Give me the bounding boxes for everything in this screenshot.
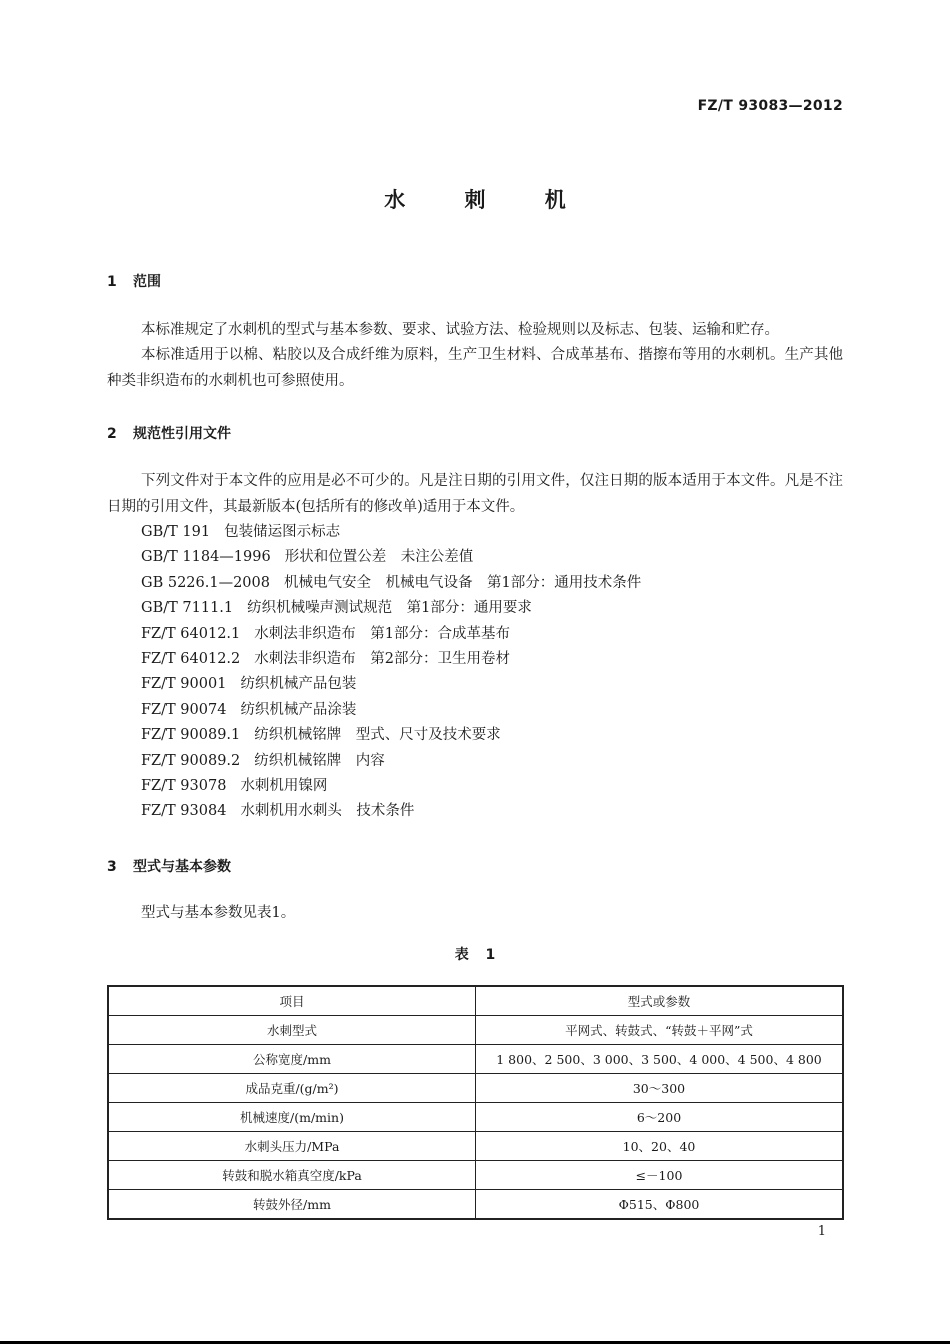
reference-code: GB/T 7111.1 — [141, 600, 234, 617]
reference-title: 形状和位置公差 未注公差值 — [284, 549, 474, 566]
section-number: 1 — [107, 274, 117, 290]
reference-title: 纺织机械噪声测试规范 第1部分：通用要求 — [247, 600, 532, 617]
table-header-row — [108, 986, 843, 1016]
scope-paragraph-1: 本标准规定了水刺机的型式与基本参数、要求、试验方法、检验规则以及标志、包装、运输和贮存。 — [141, 322, 779, 338]
table-cell: 平网式、转鼓式、“转鼓＋平网”式 — [476, 1016, 844, 1045]
table-cell: Φ515、Φ800 — [476, 1190, 844, 1220]
reference-title: 机械电气安全 机械电气设备 第1部分：通用技术条件 — [284, 574, 642, 591]
section-title: 型式与基本参数 — [133, 859, 231, 875]
page-number: 1 — [817, 1224, 826, 1239]
table-cell: 机械速度/(m/min) — [108, 1103, 476, 1132]
table-cell: 6～200 — [476, 1103, 844, 1132]
table-cell: 公称宽度/mm — [108, 1045, 476, 1074]
section-title: 范围 — [133, 274, 161, 290]
table-cell: 10、20、40 — [476, 1132, 844, 1161]
table-row — [108, 1132, 843, 1161]
table-cell: ≤－100 — [476, 1161, 844, 1190]
table-cell: 转鼓外径/mm — [108, 1190, 476, 1220]
reference-code: FZ/T 64012.1 — [141, 625, 241, 642]
reference-title: 水刺法非织造布 第1部分：合成革基布 — [254, 625, 510, 642]
reference-item — [141, 723, 641, 748]
reference-item — [141, 749, 641, 774]
table-cell: 30～300 — [476, 1074, 844, 1103]
table-cell: 成品克重/(g/m²) — [108, 1074, 476, 1103]
reference-code: FZ/T 93078 — [141, 777, 227, 794]
reference-code: FZ/T 64012.2 — [141, 650, 241, 667]
reference-item — [141, 647, 641, 672]
reference-code: FZ/T 90001 — [141, 676, 227, 693]
reference-item — [141, 698, 641, 723]
reference-code: GB/T 1184—1996 — [141, 549, 271, 566]
reference-code: FZ/T 90089.2 — [141, 752, 241, 769]
table-row — [108, 1045, 843, 1074]
table-header-cell: 项目 — [108, 986, 476, 1016]
reference-item — [141, 774, 641, 799]
table-cell: 水刺头压力/MPa — [108, 1132, 476, 1161]
reference-item — [141, 799, 641, 824]
table-cell: 1 800、2 500、3 000、3 500、4 000、4 500、4 800 — [476, 1045, 844, 1074]
scope-paragraph-2: 本标准适用于以棉、粘胶以及合成纤维为原料，生产卫生材料、合成革基布、揩擦布等用的水刺机。生产其他种类非织造布的水刺机也可参照使用。 — [107, 347, 843, 389]
reference-code: GB/T 191 — [141, 524, 211, 540]
standard-number: FZ/T 93083—2012 — [697, 98, 843, 114]
reference-item — [141, 571, 641, 596]
table-row — [108, 1074, 843, 1103]
parameters-table — [107, 985, 844, 1220]
reference-title: 水刺机用镍网 — [240, 777, 328, 794]
reference-title: 包装储运图示标志 — [224, 524, 341, 540]
table-cell: 转鼓和脱水箱真空度/kPa — [108, 1161, 476, 1190]
section-2-heading — [107, 423, 231, 443]
table-row — [108, 1190, 843, 1220]
document-title: 水 刺 机 — [384, 188, 592, 212]
table-cell: 水刺型式 — [108, 1016, 476, 1045]
table-row — [108, 1103, 843, 1132]
reference-code: FZ/T 90089.1 — [141, 727, 241, 744]
reference-title: 纺织机械产品涂装 — [240, 701, 357, 718]
table-caption: 表 1 — [454, 947, 502, 963]
reference-title: 水刺机用水刺头 技术条件 — [240, 803, 415, 820]
reference-item — [141, 520, 641, 545]
reference-item — [141, 596, 641, 621]
reference-title: 水刺法非织造布 第2部分：卫生用卷材 — [254, 650, 510, 667]
table-row — [108, 1016, 843, 1045]
section-3-heading — [107, 856, 231, 876]
section-number: 3 — [107, 859, 117, 875]
reference-title: 纺织机械铭牌 内容 — [254, 752, 385, 769]
reference-code: FZ/T 93084 — [141, 803, 227, 820]
reference-item — [141, 622, 641, 647]
table-row — [108, 1161, 843, 1190]
table-header-cell: 型式或参数 — [476, 986, 844, 1016]
reference-title: 纺织机械铭牌 型式、尺寸及技术要求 — [254, 727, 501, 744]
reference-code: FZ/T 90074 — [141, 701, 227, 718]
reference-list — [141, 520, 641, 825]
section-1-heading — [107, 271, 161, 291]
section-number: 2 — [107, 426, 117, 442]
types-paragraph: 型式与基本参数见表1。 — [141, 905, 296, 921]
reference-item — [141, 672, 641, 697]
reference-item — [141, 545, 641, 570]
reference-title: 纺织机械产品包装 — [240, 676, 357, 693]
references-intro-paragraph: 下列文件对于本文件的应用是必不可少的。凡是注日期的引用文件，仅注日期的版本适用于本文件。凡是不注日期的引用文件，其最新版本(包括所有的修改单)适用于本文件。 — [107, 473, 843, 515]
section-title: 规范性引用文件 — [133, 426, 231, 442]
reference-code: GB 5226.1—2008 — [141, 574, 270, 591]
